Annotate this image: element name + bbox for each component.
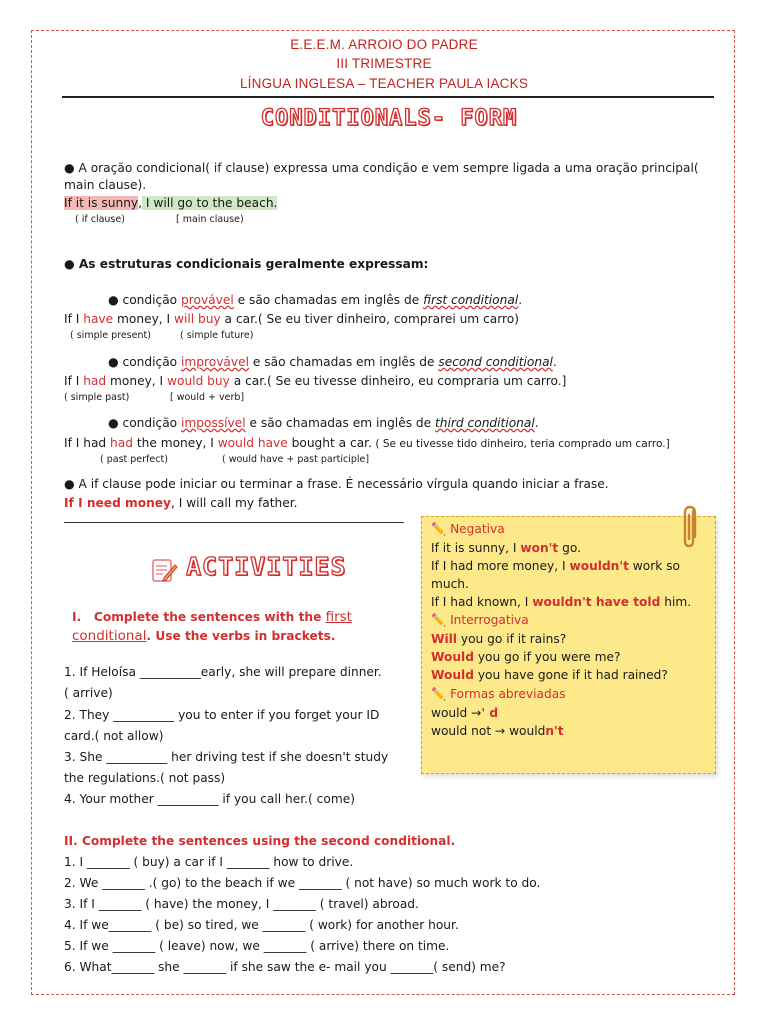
exercise2-item: 5. If we _______ ( leave) now, we _______ ( arrive) there on time.	[64, 939, 450, 953]
intro-line1: ● A oração condicional( if clause) expressa uma condição e vem sempre ligada a uma oração principal(	[64, 161, 699, 175]
second-conditional-bullet: ● condição improvável e são chamadas em inglês de second conditional.	[108, 355, 557, 369]
separator-line	[64, 522, 404, 523]
exercise1-item: ( arrive)	[64, 686, 113, 700]
interrogative-example: Will you go if it rains?	[431, 632, 567, 646]
negative-example-cont: much.	[431, 577, 469, 591]
exercise1-item: the regulations.( not pass)	[64, 771, 226, 785]
paperclip-icon	[681, 505, 699, 549]
exercise2-item: 4. If we_______ ( be) so tired, we _______ ( work) for another hour.	[64, 918, 459, 932]
if-clause-label: ( if clause)	[75, 214, 125, 225]
exercise1-item: 2. They __________ you to enter if you forget your ID	[64, 708, 380, 722]
page-title: CONDITIONALS- FORM	[260, 106, 518, 131]
exercise1-title-line1: I. Complete the sentences with the first	[72, 609, 352, 625]
interrogative-example: Would you go if you were me?	[431, 650, 621, 664]
exercise2-item: 3. If I _______ ( have) the money, I _______ ( travel) abroad.	[64, 897, 419, 911]
negative-example: If it is sunny, I won't go.	[431, 541, 581, 555]
second-label-main: [ would + verb]	[170, 392, 245, 403]
header-rule	[62, 96, 714, 98]
negative-heading: ✏️ Negativa	[431, 522, 505, 536]
abbreviation-example: would →' d	[431, 706, 499, 720]
first-label-if: ( simple present)	[70, 330, 151, 341]
exercise2-title: II. Complete the sentences using the second conditional.	[64, 834, 456, 848]
exercise1-item: 3. She __________ her driving test if she doesn't study	[64, 750, 389, 764]
exercise1-item: card.( not allow)	[64, 729, 164, 743]
third-conditional-example: If I had had the money, I would have bought a car. ( Se eu tivesse tido dinheiro, teria comprado um carro.]	[64, 436, 670, 450]
exercise2-item: 2. We _______ .( go) to the beach if we _______ ( not have) so much work to do.	[64, 876, 541, 890]
intro-line2: main clause).	[64, 178, 147, 192]
first-conditional-example: If I have money, I will buy a car.( Se eu tiver dinheiro, comprarei um carro)	[64, 312, 519, 326]
structures-heading: ● As estruturas condicionais geralmente expressam:	[64, 257, 429, 271]
exercise2-item: 1. I _______ ( buy) a car if I _______ how to drive.	[64, 855, 354, 869]
pencil-icon: ✏️	[431, 687, 447, 701]
term: III TRIMESTRE	[336, 56, 432, 71]
pencil-icon: ✏️	[431, 613, 447, 627]
memo-icon	[150, 556, 178, 584]
position-rule: ● A if clause pode iniciar ou terminar a frase. É necessário vírgula quando iniciar a frase.	[64, 477, 609, 491]
third-label-if: ( past perfect)	[100, 454, 168, 465]
negative-example: If I had more money, I wouldn't work so	[431, 559, 680, 573]
interrogative-example: Would you have gone if it had rained?	[431, 668, 668, 682]
first-label-main: ( simple future)	[180, 330, 254, 341]
school-name: E.E.E.M. ARROIO DO PADRE	[290, 37, 478, 52]
if-clause-example: If it is sunny	[64, 196, 139, 210]
first-conditional-bullet: ● condição provável e são chamadas em inglês de first conditional.	[108, 293, 523, 307]
intro-example: If it is sunny, I will go to the beach.	[64, 196, 278, 210]
exercise1-item: 4. Your mother __________ if you call her.( come)	[64, 792, 355, 806]
activities-title: ACTIVITIES	[186, 552, 347, 581]
second-label-if: ( simple past)	[64, 392, 130, 403]
exercise2-item: 6. What_______ she _______ if she saw the e- mail you _______( send) me?	[64, 960, 506, 974]
exercise1-item: 1. If Heloísa __________early, she will prepare dinner.	[64, 665, 382, 679]
abbreviations-heading: ✏️ Formas abreviadas	[431, 687, 566, 701]
position-example: If I need money, I will call my father.	[64, 496, 298, 510]
pencil-icon: ✏️	[431, 522, 447, 536]
subject-teacher: LÍNGUA INGLESA – TEACHER PAULA IACKS	[239, 76, 529, 91]
negative-example: If I had known, I wouldn't have told him.	[431, 595, 692, 609]
third-label-main: ( would have + past participle]	[222, 454, 370, 465]
second-conditional-example: If I had money, I would buy a car.( Se eu tivesse dinheiro, eu compraria um carro.]	[64, 374, 567, 388]
abbreviation-example: would not → wouldn't	[431, 724, 564, 738]
main-clause-label: [ main clause)	[176, 214, 244, 225]
third-conditional-bullet: ● condição impossível e são chamadas em inglês de third conditional.	[108, 416, 539, 430]
grammar-note	[421, 516, 716, 774]
main-clause-example: I will go to the beach.	[142, 196, 278, 210]
interrogative-heading: ✏️ Interrogativa	[431, 613, 529, 627]
exercise1-title-line2: conditional. Use the verbs in brackets.	[72, 628, 336, 644]
